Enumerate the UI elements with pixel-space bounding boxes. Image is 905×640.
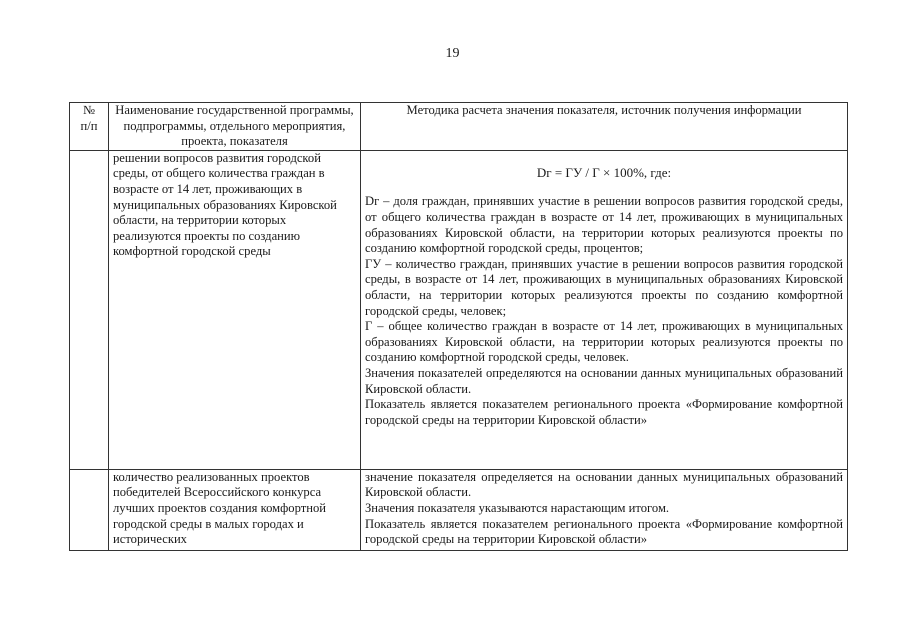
method-cell xyxy=(361,150,848,469)
data-source-note: Значения показателей определяются на основании данных муниципальных образований Кировской области. xyxy=(365,365,843,396)
header-name: Наименование государственной программы, подпрограммы, отдельного мероприятия, проекта, показателя xyxy=(109,103,361,151)
formula: Dг = ГУ / Г × 100%, где: xyxy=(536,164,672,180)
row-number-cell xyxy=(70,469,109,550)
indicator-name-cell: количество реализованных проектов победителей Всероссийского конкурса лучших проектов создания комфортной городской среды в малых городах и исторических xyxy=(109,469,361,550)
data-source-note: значение показателя определяется на основании данных муниципальных образований Кировской области. xyxy=(365,469,843,500)
regional-project-note: Показатель является показателем регионального проекта «Формирование комфортной городской среды на территории Кировской области» xyxy=(365,397,843,427)
indicator-methodology-table xyxy=(69,102,848,551)
cumulative-note: Значения показателя указываются нарастающим итогом. xyxy=(365,500,670,515)
table-row xyxy=(70,150,848,469)
page-number: 19 xyxy=(445,46,460,61)
header-method: Методика расчета значения показателя, источник получения информации xyxy=(361,103,848,151)
definition-g: Г – общее количество граждан в возрасте от 14 лет, проживающих в муниципальных образованиях Кировской области, на территории которых реализуются проекты по созданию комфортной городской среды, человек. xyxy=(365,319,843,365)
definition-gu: ГУ – количество граждан, принявших участие в решении вопросов развития городской среды, в возрасте от 14 лет, проживающих в муниципальных образованиях Кировской области, на территории которых реализуются проекты по созданию комфортной городской среды, человек; xyxy=(365,256,843,318)
table-row xyxy=(70,469,848,550)
regional-project-note: Показатель является показателем регионального проекта «Формирование комфортной городской среды на территории Кировской области» xyxy=(365,516,843,547)
indicator-name-cell: решении вопросов развития городской среды, от общего количества граждан в возрасте от 14 лет, проживающих в муниципальных образованиях Кировской области, на территории которых реализуются проекты по созданию комфортной городской среды xyxy=(109,150,361,469)
row-number-cell xyxy=(70,150,109,469)
header-number: № п/п xyxy=(70,103,109,151)
definition-dg: Dг – доля граждан, принявших участие в решении вопросов развития городской среды, от общего количества граждан в возрасте от 14 лет, проживающих в муниципальных образованиях Кировской области, на территории которых реализуются проекты по созданию комфортной городской среды, процентов; xyxy=(365,194,843,256)
table-header-row xyxy=(70,103,848,151)
method-cell xyxy=(361,469,848,550)
